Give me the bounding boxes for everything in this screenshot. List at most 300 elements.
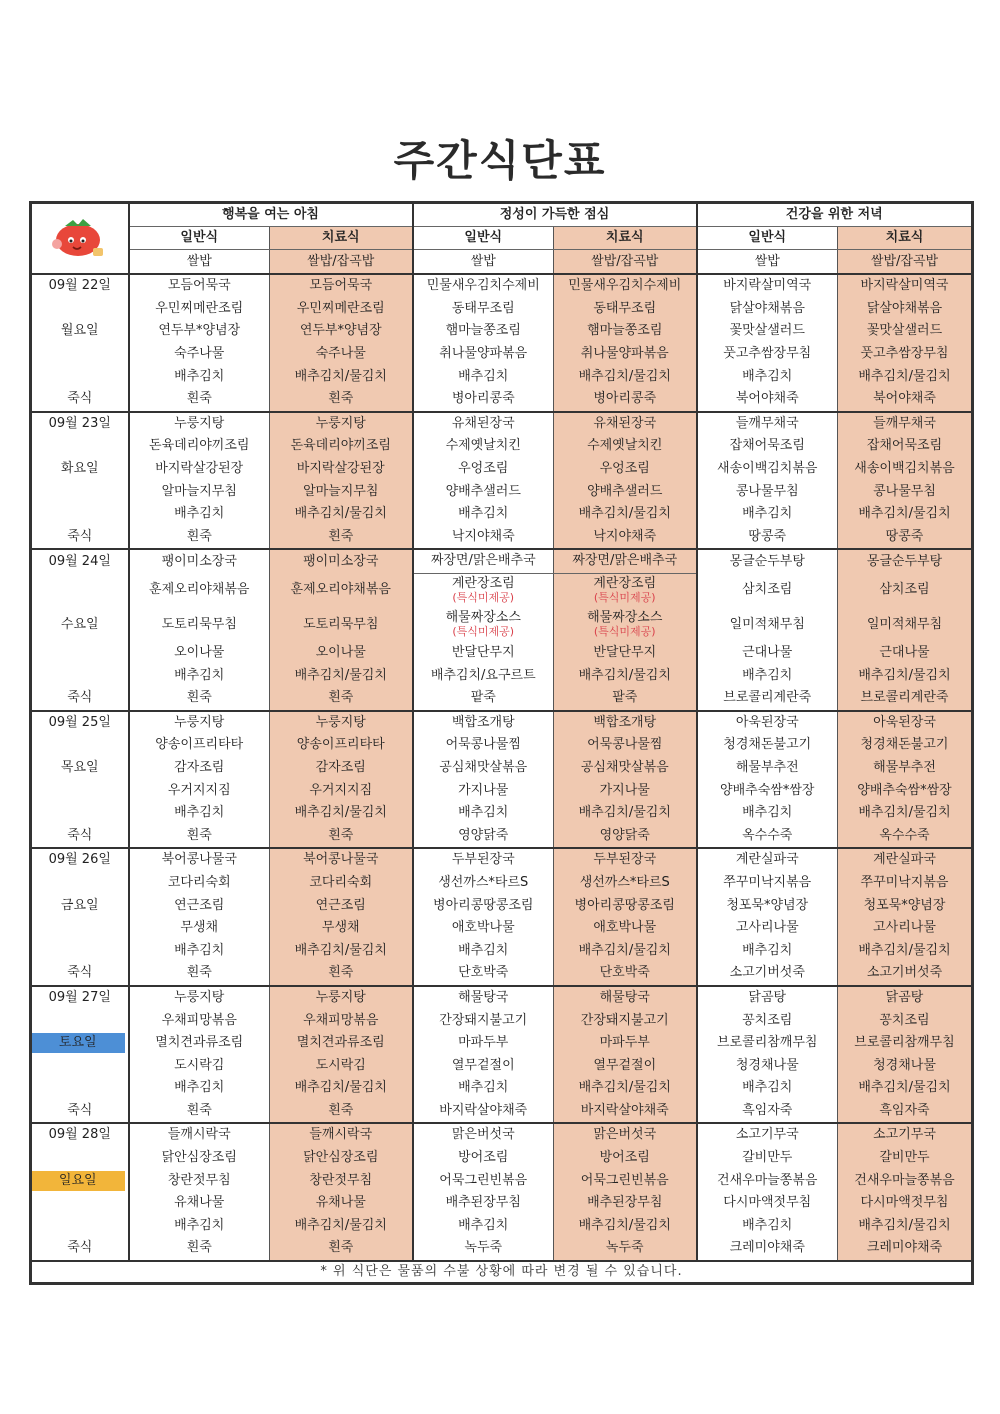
menu-item-text: 도시락김 [315, 1057, 366, 1073]
menu-item-text: 닭살야채볶음 [729, 300, 805, 316]
menu-item [838, 526, 973, 550]
menu-row [31, 1077, 973, 1100]
menu-item [270, 412, 413, 436]
menu-item-text: 청경채나물 [735, 1057, 799, 1073]
menu-item-text: 바지락살야채죽 [439, 1102, 528, 1118]
menu-item-text: 소고기무국 [735, 1127, 799, 1143]
date-label: 09월 23일 [48, 415, 111, 431]
weekday-label: 일요일 [31, 1171, 126, 1191]
menu-item [413, 388, 554, 412]
menu-item [838, 1215, 973, 1238]
menu-item-text: 꽃맛살샐러드 [729, 323, 805, 339]
menu-item [129, 1169, 270, 1192]
menu-item [129, 320, 270, 343]
menu-item-text: 배추김치/물김치 [858, 1217, 951, 1233]
menu-item-text: 연두부*양념장 [299, 323, 382, 339]
weekday-label: 목요일 [60, 759, 99, 775]
rice-therapy: 쌀밥/잡곡밥 [838, 250, 973, 275]
menu-item-text: 양배추숙쌈*쌈장 [857, 782, 952, 798]
logo-cell [31, 203, 129, 275]
menu-item-text: 알마늘지무침 [161, 483, 237, 499]
menu-item-text: 돈육데리야끼조림 [290, 438, 391, 454]
menu-item [554, 711, 697, 735]
menu-item [413, 503, 554, 526]
menu-item [413, 664, 554, 687]
menu-item [697, 894, 838, 917]
menu-item [270, 642, 413, 665]
menu-item [129, 412, 270, 436]
menu-item [697, 480, 838, 503]
menu-item [413, 343, 554, 366]
menu-item [838, 412, 973, 436]
porridge-label: 죽식 [67, 1240, 93, 1256]
menu-item [270, 1237, 413, 1261]
menu-item-text: 들깨시락국 [309, 1127, 373, 1143]
menu-item [413, 1009, 554, 1032]
menu-row [31, 573, 973, 608]
menu-item-text: 배추김치/물김치 [294, 1080, 387, 1096]
menu-item [129, 962, 270, 986]
day-label-cell [31, 1100, 129, 1124]
menu-item [554, 320, 697, 343]
menu-item [554, 1169, 697, 1192]
day-label-cell [31, 1147, 129, 1170]
menu-item-text: 낙지야채죽 [451, 528, 515, 544]
menu-item-text: 계란장조림 [451, 575, 515, 591]
menu-item-text: 누룽지탕 [174, 989, 225, 1005]
day-label-cell [31, 458, 129, 481]
menu-item [697, 917, 838, 940]
menu-item-text: 꽁치조림 [742, 1012, 793, 1028]
menu-item [554, 1077, 697, 1100]
menu-item-text: 생선까스*타르S [438, 874, 529, 890]
menu-item-text: 짜장면/맑은배추국 [430, 553, 536, 569]
menu-item [838, 757, 973, 780]
menu-item [697, 573, 838, 608]
menu-row [31, 642, 973, 665]
menu-item [270, 939, 413, 962]
menu-item-text: 창란젓무침 [167, 1172, 231, 1188]
menu-item [697, 687, 838, 711]
menu-item-text: 들깨무채국 [735, 415, 799, 431]
menu-item [129, 894, 270, 917]
menu-item-text: 민물새우김치수제비 [568, 278, 682, 294]
menu-item-text: 알마늘지무침 [303, 483, 379, 499]
menu-item [554, 1215, 697, 1238]
menu-item-text: 민물새우김치수제비 [426, 278, 540, 294]
menu-item-text: 낙지야채죽 [593, 528, 657, 544]
menu-item-text: 방어조림 [599, 1150, 650, 1166]
menu-item [413, 779, 554, 802]
menu-item-text: 수제옛날치킨 [445, 438, 521, 454]
menu-item-text: 오이나물 [315, 645, 366, 661]
menu-item [413, 274, 554, 298]
menu-item [129, 1147, 270, 1170]
menu-item [129, 757, 270, 780]
menu-item [838, 1077, 973, 1100]
menu-item [838, 848, 973, 872]
menu-item-text: 콩나물무침 [735, 483, 799, 499]
menu-item [838, 503, 973, 526]
menu-item-text: 고사리나물 [873, 920, 936, 936]
meal-header: 정성이 가득한 점심 [413, 203, 697, 227]
menu-item [697, 458, 838, 481]
menu-item-text: 배추김치 [742, 942, 793, 958]
menu-item-text: 배추김치/물김치 [858, 805, 951, 821]
menu-item-text: 갈비만두 [742, 1150, 793, 1166]
menu-item [129, 458, 270, 481]
menu-item [554, 734, 697, 757]
meal-header: 건강을 위한 저녁 [697, 203, 973, 227]
menu-item-text: 배추김치 [742, 506, 793, 522]
day-label-cell [31, 608, 129, 642]
menu-item [697, 664, 838, 687]
menu-item [838, 917, 973, 940]
menu-item [413, 458, 554, 481]
day-label-cell [31, 824, 129, 848]
menu-item [838, 824, 973, 848]
menu-item-text: 배추김치/물김치 [294, 942, 387, 958]
menu-item-text: 북어야채죽 [735, 391, 799, 407]
menu-item [838, 549, 973, 573]
menu-item-text: 오이나물 [174, 645, 225, 661]
menu-row [31, 388, 973, 412]
menu-item [129, 343, 270, 366]
menu-item [270, 802, 413, 825]
menu-item [413, 298, 554, 321]
menu-item-text: 잡채어묵조림 [729, 438, 805, 454]
date-label: 09월 22일 [48, 278, 111, 294]
menu-item [270, 1077, 413, 1100]
day-label-cell [31, 1009, 129, 1032]
menu-row [31, 526, 973, 550]
day-label-cell [31, 757, 129, 780]
menu-item [129, 1215, 270, 1238]
special-note: (특식미제공) [593, 590, 656, 604]
menu-item [129, 1237, 270, 1261]
menu-item [129, 298, 270, 321]
menu-item-text: 두부된장국 [593, 852, 657, 868]
menu-item [270, 1009, 413, 1032]
menu-item [697, 757, 838, 780]
menu-item-text: 배추김치 [458, 805, 509, 821]
menu-item [554, 848, 697, 872]
menu-item [270, 1147, 413, 1170]
menu-item-text: 아욱된장국 [735, 714, 799, 730]
menu-row [31, 848, 973, 872]
menu-item [838, 1100, 973, 1124]
menu-item [129, 1192, 270, 1215]
menu-row [31, 779, 973, 802]
menu-item-text: 양송이프리타타 [296, 737, 385, 753]
menu-item [697, 779, 838, 802]
menu-item-text: 북어콩나물국 [303, 852, 379, 868]
menu-item [554, 458, 697, 481]
day-label-cell [31, 664, 129, 687]
menu-item-text: 새송이백김치볶음 [854, 461, 955, 477]
menu-row [31, 687, 973, 711]
menu-item-text: 창란젓무침 [309, 1172, 373, 1188]
menu-item [129, 824, 270, 848]
menu-item [838, 802, 973, 825]
menu-item [697, 503, 838, 526]
menu-item-text: 마파두부 [599, 1035, 650, 1051]
day-label-cell [31, 734, 129, 757]
menu-item-text: 유채된장국 [451, 415, 515, 431]
day-label-cell [31, 872, 129, 895]
menu-item-text: 닭안심장조림 [303, 1150, 379, 1166]
menu-item [129, 939, 270, 962]
menu-item [838, 435, 973, 458]
menu-item-text: 흰죽 [328, 965, 354, 981]
menu-item-text: 아욱된장국 [873, 714, 936, 730]
menu-item [554, 664, 697, 687]
menu-item [413, 365, 554, 388]
menu-item [554, 526, 697, 550]
menu-item-text: 맑은버섯국 [451, 1127, 515, 1143]
menu-row [31, 298, 973, 321]
menu-item [838, 779, 973, 802]
menu-item-text: 바지락살미역국 [723, 278, 812, 294]
menu-item-text: 생선까스*타르S [579, 874, 670, 890]
menu-item [697, 848, 838, 872]
menu-item-text: 흰죽 [186, 528, 212, 544]
menu-item-text: 해물짜장소스 [445, 609, 521, 625]
menu-item [697, 320, 838, 343]
menu-item-text: 배추김치 [458, 506, 509, 522]
menu-item-text: 꽁치조림 [879, 1012, 930, 1028]
menu-item-text: 배추김치 [458, 368, 509, 384]
menu-item [838, 343, 973, 366]
menu-item [129, 365, 270, 388]
menu-item-text: 팥죽 [470, 690, 496, 706]
menu-item-text: 배추김치/물김치 [858, 368, 951, 384]
menu-item [554, 642, 697, 665]
menu-item [413, 757, 554, 780]
menu-item-text: 취나물양파볶음 [580, 346, 669, 362]
menu-item [554, 1009, 697, 1032]
menu-item [270, 298, 413, 321]
weekday-label: 화요일 [60, 461, 99, 477]
menu-item [129, 872, 270, 895]
menu-item-text: 배추김치/물김치 [294, 368, 387, 384]
menu-item-text: 콩나물무침 [873, 483, 936, 499]
therapy-diet-header: 치료식 [270, 227, 413, 250]
menu-row [31, 435, 973, 458]
menu-item [270, 894, 413, 917]
menu-item-text: 취나물양파볶음 [439, 346, 528, 362]
menu-item-text: 동태무조림 [593, 300, 657, 316]
menu-item-text: 배추김치 [742, 368, 793, 384]
menu-item [554, 435, 697, 458]
menu-item [838, 320, 973, 343]
menu-item-text: 훈제오리야채볶음 [290, 582, 391, 598]
day-label-cell [31, 435, 129, 458]
menu-item [838, 573, 973, 608]
menu-item [270, 435, 413, 458]
menu-row [31, 986, 973, 1010]
menu-item [838, 298, 973, 321]
menu-item-text: 누룽지탕 [315, 714, 366, 730]
menu-item-text: 건새우마늘쫑볶음 [717, 1172, 818, 1188]
menu-item [697, 343, 838, 366]
menu-item-text: 가지나물 [458, 782, 509, 798]
menu-item-text: 돈육데리야끼조림 [149, 438, 250, 454]
menu-row [31, 1169, 973, 1192]
menu-item-text: 흰죽 [328, 1240, 354, 1256]
menu-item [554, 802, 697, 825]
menu-item [697, 1147, 838, 1170]
menu-item [697, 1169, 838, 1192]
menu-item [554, 274, 697, 298]
menu-item-text: 흰죽 [186, 690, 212, 706]
special-note: (특식미제공) [452, 590, 515, 604]
menu-item [838, 962, 973, 986]
day-label-cell [31, 1237, 129, 1261]
menu-item [413, 917, 554, 940]
menu-item [413, 526, 554, 550]
menu-item-text: 햄마늘쫑조림 [445, 323, 521, 339]
menu-item [270, 848, 413, 872]
menu-item-text: 청경채돈불고기 [860, 737, 949, 753]
menu-item-text: 근대나물 [879, 645, 930, 661]
menu-item [838, 388, 973, 412]
menu-item-text: 해물탕국 [599, 989, 650, 1005]
day-label-cell [31, 480, 129, 503]
menu-item-text: 크레미야채죽 [729, 1240, 805, 1256]
day-label-cell [31, 1215, 129, 1238]
day-label-cell [31, 917, 129, 940]
menu-item [838, 1123, 973, 1147]
menu-item [838, 480, 973, 503]
menu-item-text: 흑임자죽 [879, 1102, 930, 1118]
menu-item-text: 감자조림 [174, 759, 225, 775]
menu-item [129, 917, 270, 940]
menu-item-text: 병아리콩죽 [451, 391, 515, 407]
menu-item [838, 687, 973, 711]
rice-general: 쌀밥 [129, 250, 270, 275]
menu-item [554, 608, 697, 642]
menu-item-text: 흰죽 [186, 391, 212, 407]
menu-item-text: 몽글순두부탕 [729, 553, 805, 569]
menu-row [31, 1123, 973, 1147]
menu-item [129, 779, 270, 802]
menu-row [31, 734, 973, 757]
menu-item [554, 824, 697, 848]
menu-item-text: 배추김치/물김치 [294, 805, 387, 821]
menu-item-text: 숙주나물 [174, 346, 225, 362]
menu-item [838, 365, 973, 388]
meal-header: 행복을 여는 아침 [129, 203, 413, 227]
menu-row [31, 608, 973, 642]
menu-item-text: 우엉조림 [599, 461, 650, 477]
menu-item [838, 711, 973, 735]
menu-item [838, 1009, 973, 1032]
day-label-cell [31, 687, 129, 711]
menu-item-text: 해물짜장소스 [587, 609, 663, 625]
menu-item-text: 들깨무채국 [873, 415, 936, 431]
rice-therapy: 쌀밥/잡곡밥 [554, 250, 697, 275]
menu-item-text: 바지락살강된장 [296, 461, 385, 477]
menu-item-text: 일미적채무침 [729, 616, 805, 632]
menu-item-text: 청경채돈불고기 [723, 737, 812, 753]
day-label-cell [31, 711, 129, 735]
rice-general: 쌀밥 [697, 250, 838, 275]
menu-item [697, 986, 838, 1010]
day-label-cell [31, 962, 129, 986]
menu-row [31, 1100, 973, 1124]
menu-item-text: 간장돼지불고기 [439, 1012, 528, 1028]
menu-item-text: 갈비만두 [879, 1150, 930, 1166]
menu-item [270, 573, 413, 608]
menu-row [31, 549, 973, 573]
menu-item [270, 986, 413, 1010]
menu-item-text: 유채나물 [174, 1195, 225, 1211]
menu-item [697, 939, 838, 962]
menu-item-text: 코다리숙회 [167, 874, 231, 890]
menu-item [129, 848, 270, 872]
menu-item [838, 1169, 973, 1192]
day-label-cell [31, 343, 129, 366]
day-label-cell [31, 1054, 129, 1077]
menu-item [838, 458, 973, 481]
menu-item-text: 풋고추쌈장무침 [860, 346, 949, 362]
menu-item-text: 옥수수죽 [742, 827, 793, 843]
menu-item [413, 1032, 554, 1055]
menu-item-text: 땅콩죽 [885, 528, 924, 544]
menu-item-text: 우채피망볶음 [161, 1012, 237, 1028]
menu-item [270, 1032, 413, 1055]
day-label-cell [31, 526, 129, 550]
menu-item-text: 흰죽 [328, 690, 354, 706]
menu-row [31, 412, 973, 436]
menu-item-text: 모듬어묵국 [309, 278, 373, 294]
menu-item-text: 우거지지짐 [309, 782, 373, 798]
menu-item [270, 1215, 413, 1238]
menu-item-text: 쭈꾸미낙지볶음 [860, 874, 949, 890]
date-label: 09월 24일 [48, 553, 111, 569]
day-label-cell [31, 320, 129, 343]
day-label-cell [31, 642, 129, 665]
menu-item [413, 1100, 554, 1124]
menu-item-text: 흰죽 [328, 827, 354, 843]
menu-item-text: 수제옛날치킨 [587, 438, 663, 454]
menu-item-text: 배추김치/물김치 [578, 667, 671, 683]
menu-item-text: 백합조개탕 [593, 714, 657, 730]
menu-item-text: 건새우마늘쫑볶음 [854, 1172, 955, 1188]
menu-item-text: 일미적채무침 [866, 616, 943, 632]
menu-item-text: 도토리묵무침 [303, 616, 379, 632]
menu-item [697, 1237, 838, 1261]
weekly-menu-table [29, 201, 974, 1285]
menu-item [270, 1169, 413, 1192]
menu-item [413, 608, 554, 642]
menu-row [31, 711, 973, 735]
menu-item-text: 계란장조림 [593, 575, 657, 591]
menu-item-text: 어묵콩나물찜 [587, 737, 663, 753]
menu-item [697, 549, 838, 573]
day-label-cell [31, 1169, 129, 1192]
menu-item-text: 공심채맛살볶음 [580, 759, 669, 775]
day-label-cell [31, 573, 129, 608]
menu-item [697, 1215, 838, 1238]
menu-item-text: 동태무조림 [451, 300, 515, 316]
menu-item-text: 계란실파국 [735, 852, 799, 868]
menu-item-text: 배추김치 [742, 667, 793, 683]
menu-item [554, 412, 697, 436]
menu-item [129, 608, 270, 642]
day-label-cell [31, 388, 129, 412]
